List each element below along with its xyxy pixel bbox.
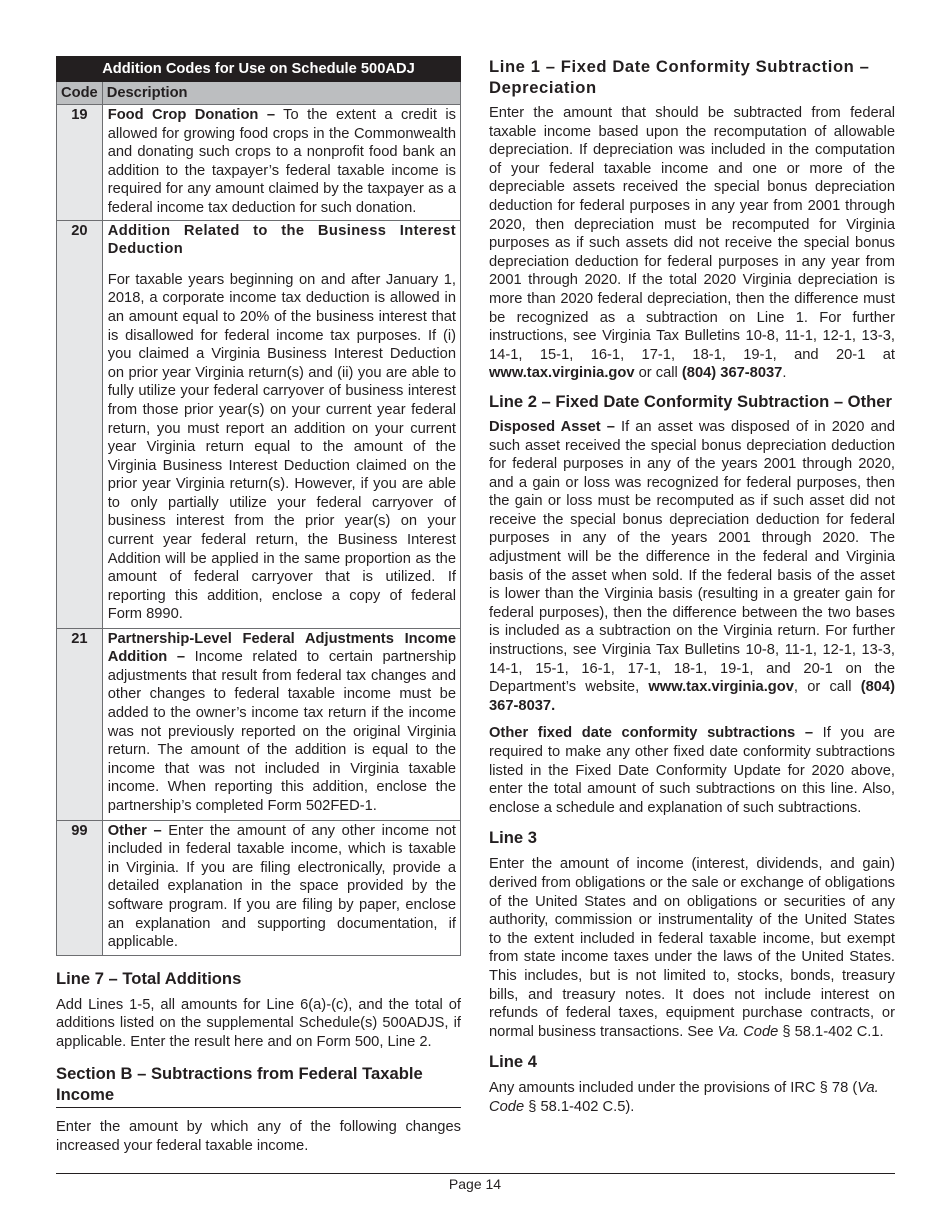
row-code: 20 bbox=[57, 220, 103, 628]
table-row bbox=[57, 220, 461, 628]
page-number: Page 14 bbox=[448, 1176, 502, 1192]
line1-text: Enter the amount that should be subtracted from federal taxable income based upon the recomputation of allowable depreciation. If depreciation was included in the computation of your federal taxable income and one or more of the depreciable assets received the special bonus depreciation deduction for federal purposes in any year from 2001 through 2020, then depreciation must be recomputed for Virginia purposes as if such assets did not receive the special bonus depreciation deduction for federal purposes in any year from 2001 through 2020. If the total 2020 Virginia depreciation is more than 2020 federal depreciation, then the difference must be recognized as a subtraction on Line 1. For further instructions, see Virginia Tax Bulletins 10-8, 11-1, 12-1, 13-3, 14-1, 15-1, 16-1, 17-1, 18-1, 19-1, and 20-1 at bbox=[489, 105, 895, 363]
line2-or-call: , or call bbox=[793, 679, 861, 696]
other-subtractions-lead: Other fixed date conformity subtractions – bbox=[489, 725, 814, 742]
left-column bbox=[56, 56, 461, 1156]
column-header-description: Description bbox=[102, 82, 460, 105]
table-title: Addition Codes for Use on Schedule 500ADJ bbox=[57, 57, 461, 82]
row-lead: Food Crop Donation – bbox=[107, 107, 275, 123]
row-text: Enter the amount of any other income not included in federal taxable income, which is taxable in Virginia. If you are filing electronically, provide a detailed explanation in the space provided by the software program. If you are filing by paper, enclose an explanation and supporting documentation, if applicable. bbox=[107, 822, 456, 951]
row-text: For taxable years beginning on and after January 1, 2018, a corporate income tax deduction is allowed in an amount equal to 20% of the business interest that is disallowed for federal income tax purposes. If (i) you claimed a Virginia Business Interest Deduction on prior year Virginia return(s) and (ii) you are able to fully utilize your federal carryover of business interest from those prior year(s) on your current year federal return, you must report an addition on your current year Virginia return equal to the amount of the Virginia Business Interest Deduction claimed on the prior year Virginia return(s). However, if you are able to only partially utilize your federal carryover of business interest from the prior year(s) on your current year federal return, the Business Interest Addition will be applied in the same proportion as the amount of federal carryover that is utilized. If reporting this addition, enclose a copy of federal Form 8990. bbox=[107, 271, 456, 623]
row-description bbox=[102, 105, 460, 221]
line4-paragraph bbox=[489, 1079, 895, 1116]
line2-website-link[interactable]: www.tax.virginia.gov bbox=[648, 679, 794, 696]
line4-cite: Va. Code bbox=[489, 1080, 879, 1115]
line2-heading: Line 2 – Fixed Date Conformity Subtraction – Other bbox=[489, 391, 892, 411]
other-subtractions-text: If you are required to make any other fixed date conformity subtractions listed in the Fixed Date Conformity Update for 2020 above, enter the total amount of such subtractions on this line. Also, enclose a schedule and explanation of such subtractions. bbox=[489, 725, 896, 816]
row-text: Income related to certain partnership adjustments that result from federal tax changes and other changes to federal taxable income must be added to the owner’s income tax return if the income was not previously reported on the original Virginia return. The amount of the addition is equal to the income that was not included in Virginia taxable income. When reporting this addition, enclose the partnership’s completed Form 502FED-1. bbox=[107, 649, 456, 814]
line7-text: Add Lines 1-5, all amounts for Line 6(a)-(c), and the total of additions listed on the supplemental Schedule(s) 500ADJS, if applicable. Enter the result here and on Form 500, Line 2. bbox=[56, 996, 461, 1050]
table-row bbox=[57, 820, 461, 955]
line1-paragraph bbox=[489, 104, 895, 383]
line2-disposed-paragraph bbox=[489, 418, 895, 716]
row-lead: Partnership-Level Federal Adjustments Income Addition – bbox=[107, 630, 456, 666]
line1-or-call: or call bbox=[634, 365, 682, 382]
row-code: 21 bbox=[57, 628, 103, 820]
line4-text: Any amounts included under the provisions of IRC § 78 ( bbox=[489, 1080, 858, 1097]
line1-phone: (804) 367-8037 bbox=[681, 365, 783, 382]
row-lead: Addition Related to the Business Interest Deduction bbox=[107, 222, 456, 258]
row-description bbox=[102, 628, 460, 820]
row-lead: Other – bbox=[107, 822, 162, 839]
line1-heading: Line 1 – Fixed Date Conformity Subtraction – Depreciation bbox=[489, 57, 870, 97]
line3-paragraph bbox=[489, 855, 895, 1041]
disposed-asset-text: If an asset was disposed of in 2020 and such asset received the special bonus depreciation deduction for federal purposes in any of the years 2001 through 2020, and a gain or loss was recognized for federal purposes, then the gain or loss must be recomputed as if such asset did not receive the special bonus depreciation deduction for federal purposes in any of the years 2001 through 2020. The adjustment will be the difference in the federal and Virginia basis of the asset when sold. If the federal basis of the asset is lower than the Virginia basis (resulting in a greater gain for federal purposes), then the difference between the two bases is included as a subtraction on the Virginia return. For further instructions, see Virginia Tax Bulletins 10-8, 11-1, 12-1, 13-3, 14-1, 15-1, 16-1, 17-1, 18-1, 19-1, and 20-1 on the Department’s website, bbox=[489, 418, 895, 696]
line3-cite-rest: § 58.1-402 C.1. bbox=[778, 1023, 884, 1040]
row-text: To the extent a credit is allowed for growing food crops in the Commonwealth and donating such crops to a nonprofit food bank an addition to the taxpayer’s federal taxable income is required for any amount claimed by the taxpayer as a federal income tax deduction for such donation. bbox=[107, 107, 456, 216]
line4-cite-rest: § 58.1-402 C.5). bbox=[524, 1098, 635, 1115]
line1-end: . bbox=[782, 365, 787, 382]
line3-heading: Line 3 bbox=[489, 828, 537, 848]
column-header-code: Code bbox=[57, 82, 103, 105]
row-code: 99 bbox=[57, 820, 103, 955]
line2-other-paragraph bbox=[489, 724, 895, 817]
table-row bbox=[57, 105, 461, 221]
right-column bbox=[489, 56, 895, 1117]
table-row bbox=[57, 628, 461, 820]
line2-phone: (804) 367-8037. bbox=[489, 679, 895, 714]
row-description bbox=[102, 220, 460, 628]
line4-heading: Line 4 bbox=[489, 1052, 537, 1072]
line7-heading: Line 7 – Total Additions bbox=[56, 968, 242, 988]
section-b-text: Enter the amount by which any of the following changes increased your federal taxable income. bbox=[56, 1119, 461, 1154]
disposed-asset-lead: Disposed Asset – bbox=[489, 418, 615, 435]
line3-text: Enter the amount of income (interest, dividends, and gain) derived from obligations or the sale or exchange of obligations of the United States and on obligations or securities of any authority, commission or instrumentality of the United States to the extent included in federal taxable income, but exempt from state income taxes under the laws of the United States. This includes, but is not limited to, stocks, bonds, treasury bills, and treasury notes. It does not include interest on refunds of federal taxes, equipment purchase contracts, or normal business transactions. See bbox=[489, 856, 895, 1040]
footer-divider bbox=[56, 1173, 895, 1174]
section-b-heading: Section B – Subtractions from Federal Taxable Income bbox=[56, 1063, 461, 1108]
addition-codes-table bbox=[56, 56, 461, 956]
line1-website-link[interactable]: www.tax.virginia.gov bbox=[489, 365, 635, 382]
row-description bbox=[102, 820, 460, 955]
line3-cite: Va. Code bbox=[717, 1023, 779, 1040]
row-code: 19 bbox=[57, 105, 103, 221]
